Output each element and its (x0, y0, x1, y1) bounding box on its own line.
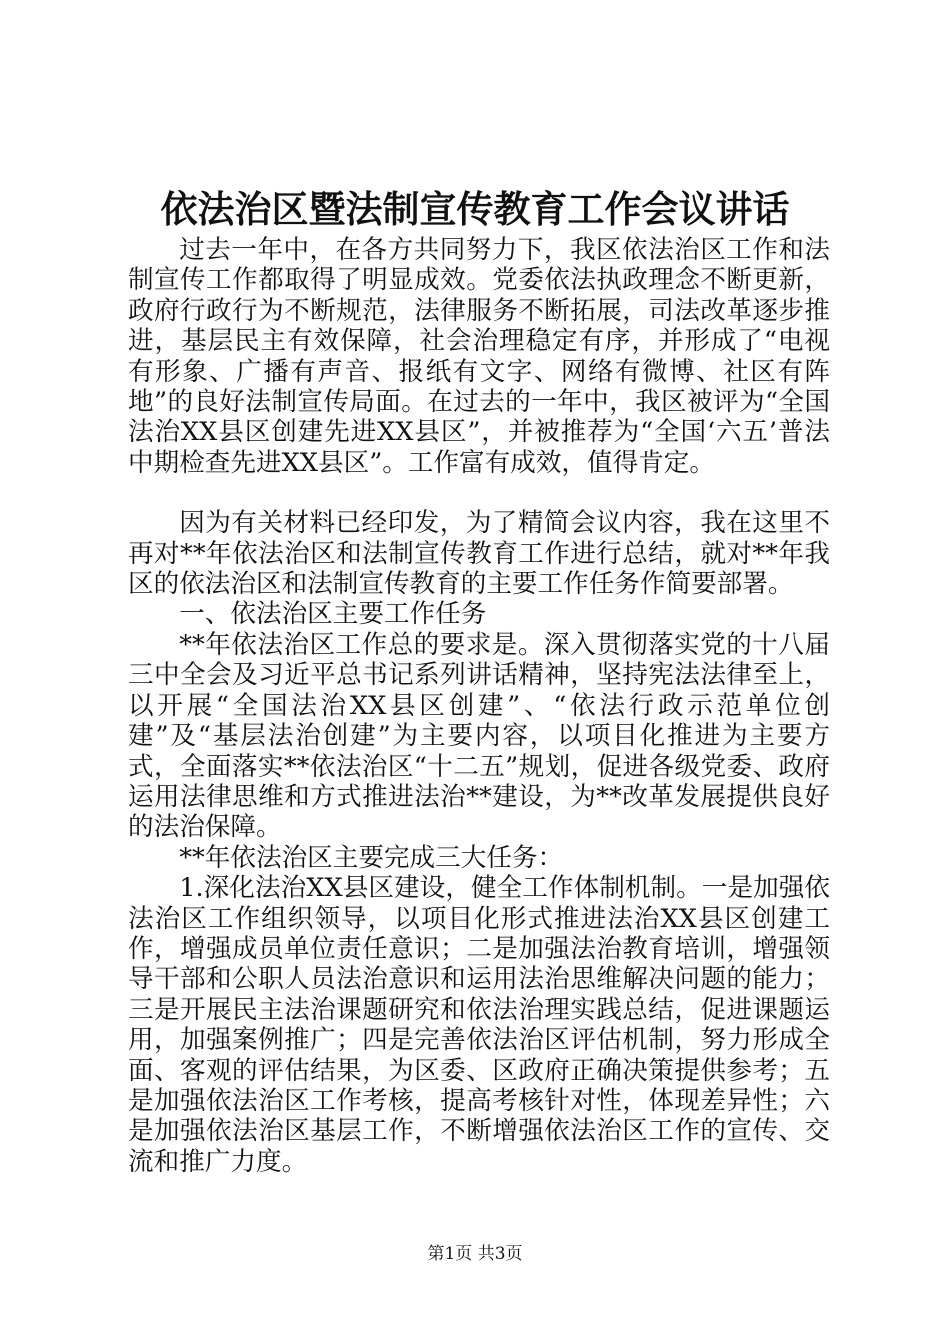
paragraph-intro: 因为有关材料已经印发，为了精简会议内容，我在这里不再对**年依法治区和法制宣传教育工作进行总结，就对**年我区的依法治区和法制宣传教育的主要工作任务作简要部署。 (128, 508, 830, 600)
paragraph-spacer (128, 478, 830, 508)
document-body (128, 235, 830, 1177)
paragraph-requirements: **年依法治区工作总的要求是。深入贯彻落实党的十八届三中全会及习近平总书记系列讲话精神，坚持宪法法律至上，以开展“全国法治XX县区创建”、“依法行政示范单位创建”及“基层法治创建”为主要内容，以项目化推进为主要方式，全面落实**依法治区“十二五”规划，促进各级党委、政府运用法律思维和方式推进法治**建设，为**改革发展提供良好的法治保障。 (128, 629, 830, 843)
section-heading: 一、依法治区主要工作任务 (179, 599, 487, 630)
paragraph-tasks-lead: **年依法治区主要完成三大任务： (179, 842, 564, 873)
document-title: 依法治区暨法制宣传教育工作会议讲话 (160, 187, 790, 231)
paragraph-summary: 过去一年中，在各方共同努力下，我区依法治区工作和法制宣传工作都取得了明显成效。党委依法执政理念不断更新，政府行政行为不断规范，法律服务不断拓展，司法改革逐步推进，基层民主有效保障，社会治理稳定有序，并形成了“电视有形象、广播有声音、报纸有文字、网络有微博、社区有阵地”的良好法制宣传局面。在过去的一年中，我区被评为“全国法治XX县区创建先进XX县区”，并被推荐为“全国‘六五’普法中期检查先进XX县区”。工作富有成效，值得肯定。 (128, 235, 830, 478)
page-number: 第1页 共3页 (427, 1244, 523, 1264)
paragraph-task-1: 1.深化法治XX县区建设，健全工作体制机制。一是加强依法治区工作组织领导，以项目化形式推进法治XX县区创建工作，增强成员单位责任意识；二是加强法治教育培训，增强领导干部和公职人员法治意识和运用法治思维解决问题的能力；三是开展民主法治课题研究和依法治理实践总结，促进课题运用，加强案例推广；四是完善依法治区评估机制，努力形成全面、客观的评估结果，为区委、区政府正确决策提供参考；五是加强依法治区工作考核，提高考核针对性，体现差异性；六是加强依法治区基层工作，不断增强依法治区工作的宣传、交流和推广力度。 (128, 873, 830, 1177)
